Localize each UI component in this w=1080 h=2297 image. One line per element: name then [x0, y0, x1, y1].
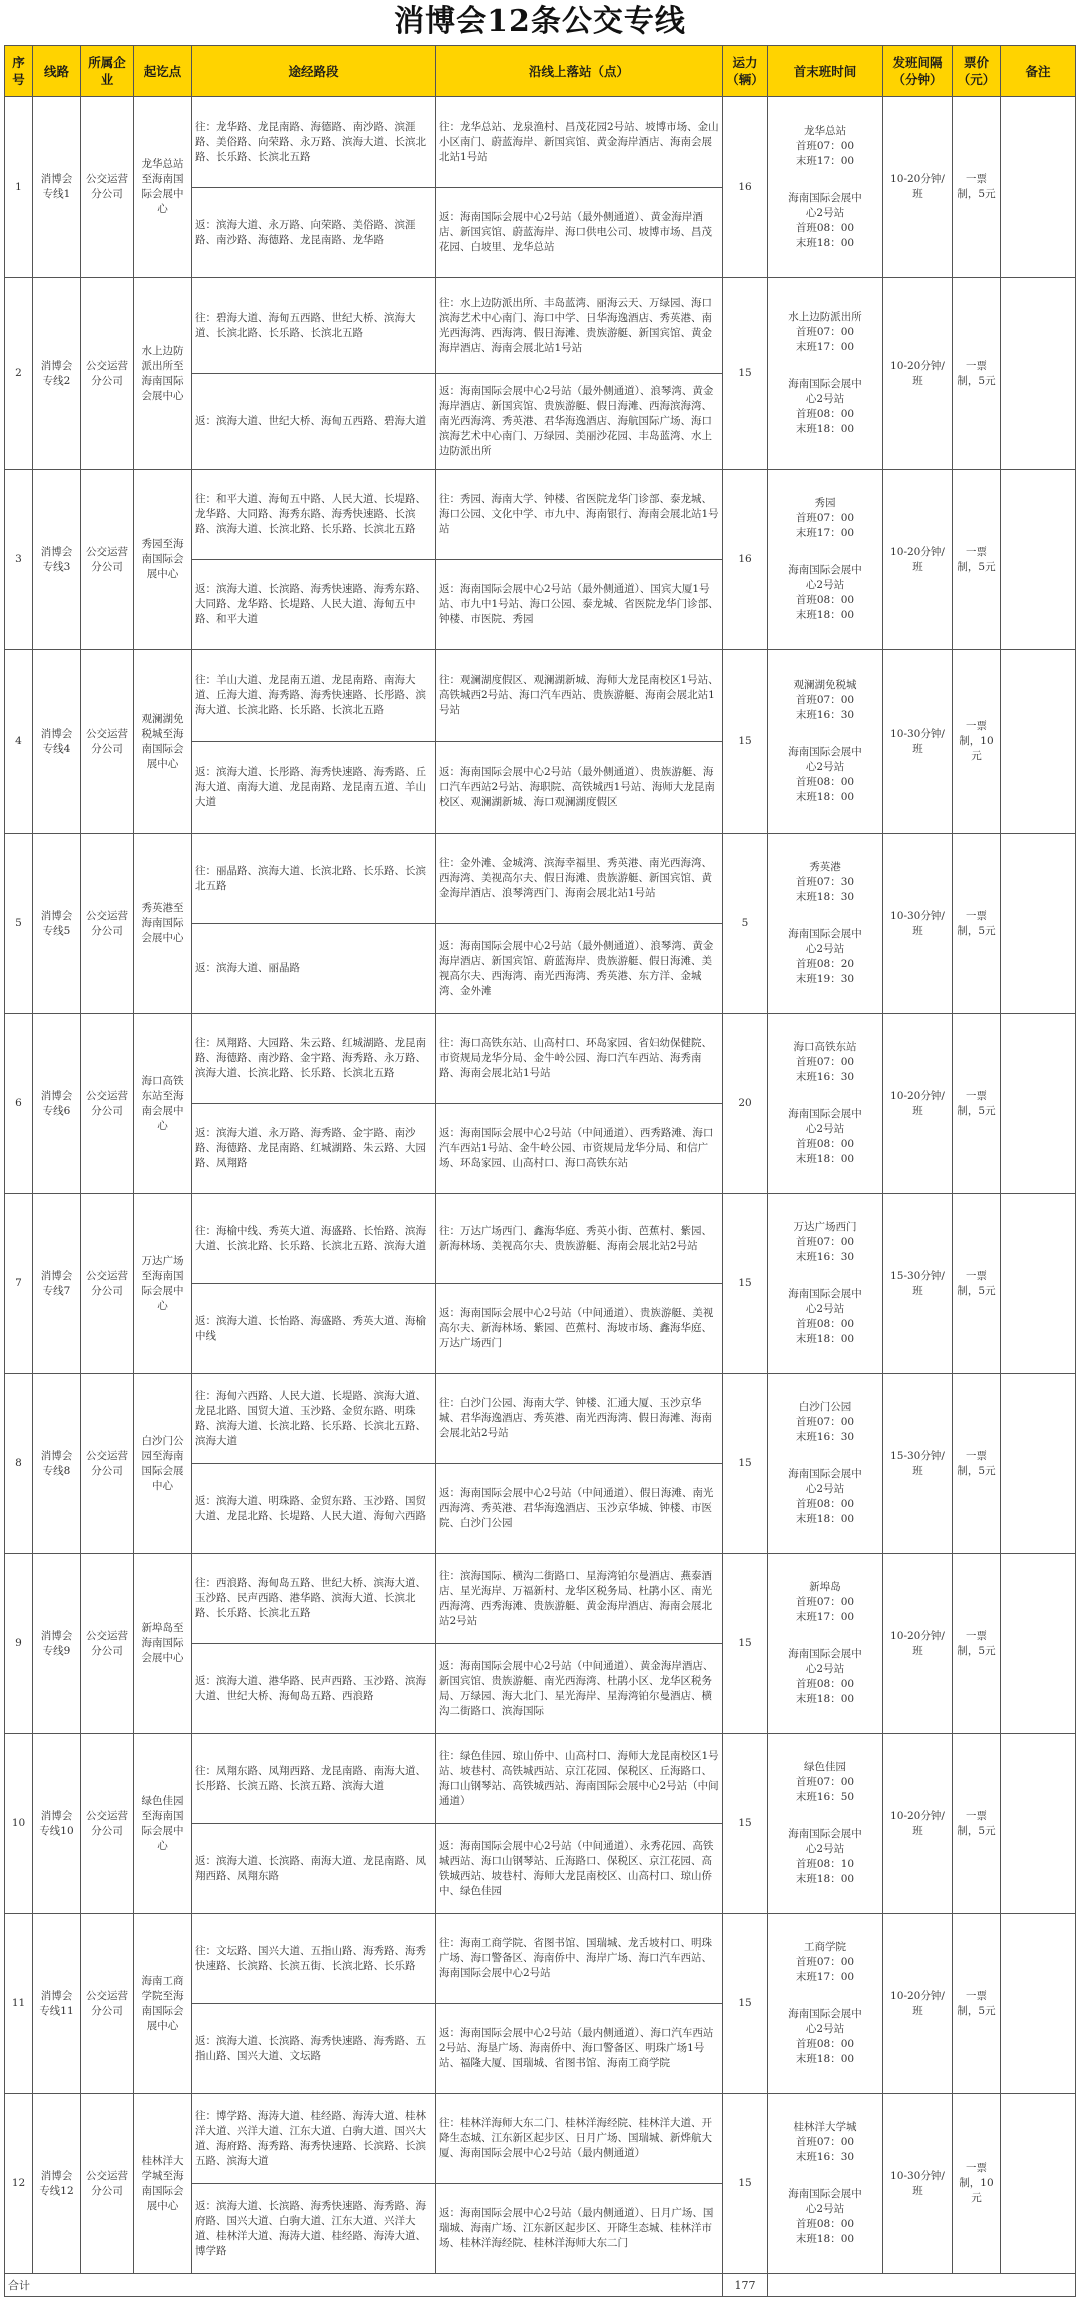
stops-return: 返：海南国际会展中心2号站（最外侧通道）、黄金海岸酒店、新国宾馆、蔚蓝海岸、海口供电公司、坡博市场、昌茂花园、白坡里、龙华总站 [436, 188, 723, 278]
route-endpoints: 万达广场至海南国际会展中心 [134, 1194, 192, 1374]
remark-value [1001, 1014, 1076, 1194]
header-stops: 沿线上落站（点） [436, 46, 723, 97]
table-row [5, 1194, 1076, 1284]
schedule-return-line: 心2号站 [805, 393, 845, 405]
line-name: 消博会专线8 [33, 1374, 81, 1554]
schedule-origin-line: 桂林洋大学城 [793, 2121, 857, 2133]
operating-company: 公交运营分公司 [81, 278, 134, 470]
schedule-return-line: 海南国际会展中 [788, 191, 862, 204]
schedule-origin-line: 末班16：30 [795, 709, 855, 721]
schedule-return-line: 海南国际会展中 [788, 564, 862, 576]
schedule-return-line: 末班18：00 [795, 2233, 855, 2245]
schedule-return-line: 心2号站 [805, 1483, 845, 1495]
table-row [5, 1734, 1076, 1824]
stops-outbound: 往：桂林洋海师大东二门、桂林洋海经院、桂林洋大道、开降生态城、江东新区起步区、日月广场、国瑞城、新烨航大厦、海南国际会展中心2号站（最内侧通道） [436, 2094, 723, 2184]
route-endpoints: 白沙门公园至海南国际会展中心 [134, 1374, 192, 1554]
schedule-return-line: 末班18：00 [795, 1513, 855, 1525]
operating-company: 公交运营分公司 [81, 1554, 134, 1734]
schedule-origin-line: 水上边防派出所 [788, 311, 862, 323]
schedule-origin-line: 末班16：30 [795, 2151, 855, 2163]
fare-value: 一票制，5元 [953, 834, 1001, 1014]
line-name: 消博会专线1 [33, 97, 81, 278]
schedule-origin-line: 首班07：30 [795, 876, 855, 888]
schedule-spacer [771, 355, 879, 377]
route-return: 返：滨海大道、长滨路、海秀快速路、海秀路、海府路、国兴大道、白驹大道、江东大道、兴洋大道、桂林洋大道、海涛大道、桂经路、海涛大道、博学路 [192, 2184, 436, 2274]
line-name: 消博会专线9 [33, 1554, 81, 1734]
schedule-cell [768, 1194, 883, 1374]
stops-return: 返：海南国际会展中心2号站（最内侧通道）、日月广场、国瑞城、海南广场、江东新区起步区、开降生态城、桂林洋市场、桂林洋海经院、桂林洋海师大东二门 [436, 2184, 723, 2274]
route-endpoints: 桂林洋大学城至海南国际会展中心 [134, 2094, 192, 2274]
line-name: 消博会专线7 [33, 1194, 81, 1374]
remark-value [1001, 1734, 1076, 1914]
fare-value: 一票制，5元 [953, 1914, 1001, 2094]
schedule-cell [768, 650, 883, 834]
schedule-return-line: 末班19：30 [795, 973, 855, 985]
schedule-origin-line: 末班17：00 [795, 1611, 855, 1623]
schedule-spacer [771, 2165, 879, 2187]
schedule-return-line: 心2号站 [805, 2203, 845, 2215]
line-name: 消博会专线2 [33, 278, 81, 470]
stops-outbound: 往：海南工商学院、省图书馆、国瑞城、龙舌坡村口、明珠广场、海口警备区、海南侨中、海岸广场、海口汽车西站、海南国际会展中心2号站 [436, 1914, 723, 2004]
interval-value: 10-20分钟/班 [883, 1014, 953, 1194]
table-row [5, 1374, 1076, 1464]
capacity-value: 15 [723, 1374, 768, 1554]
stops-outbound: 往：秀园、海南大学、钟楼、省医院龙华门诊部、泰龙城、海口公园、文化中学、市九中、海南银行、海南会展北站1号站 [436, 470, 723, 560]
schedule-return-line: 末班18：00 [795, 1873, 855, 1885]
route-return: 返：滨海大道、长滨路、海秀快速路、海秀路、五指山路、国兴大道、文坛路 [192, 2004, 436, 2094]
header-endpoints: 起讫点 [134, 46, 192, 97]
total-capacity: 177 [723, 2274, 768, 2297]
schedule-cell [768, 1374, 883, 1554]
schedule-origin-line: 首班07：00 [795, 1956, 855, 1968]
schedule-origin-line: 海口高铁东站 [793, 1041, 857, 1053]
route-return: 返：滨海大道、港华路、民声西路、玉沙路、滨海大道、世纪大桥、海甸岛五路、西浪路 [192, 1644, 436, 1734]
row-number: 10 [5, 1734, 33, 1914]
schedule-return-line: 海南国际会展中 [788, 928, 862, 940]
line-name: 消博会专线5 [33, 834, 81, 1014]
route-return: 返：滨海大道、长彤路、海秀快速路、海秀路、丘海大道、南海大道、龙昆南路、龙昆南五道、羊山大道 [192, 742, 436, 834]
line-name: 消博会专线3 [33, 470, 81, 650]
line-name: 消博会专线4 [33, 650, 81, 834]
route-return: 返：滨海大道、永万路、海秀路、金宇路、南沙路、海德路、龙昆南路、红城湖路、朱云路、大园路、凤翔路 [192, 1104, 436, 1194]
route-endpoints: 绿色佳园至海南国际会展中心 [134, 1734, 192, 1914]
capacity-value: 15 [723, 278, 768, 470]
schedule-cell [768, 278, 883, 470]
schedule-origin-line: 末班17：00 [795, 1971, 855, 1983]
operating-company: 公交运营分公司 [81, 1914, 134, 2094]
route-return: 返：滨海大道、长怡路、海盛路、秀英大道、海榆中线 [192, 1284, 436, 1374]
schedule-return-line: 首班08：00 [795, 2038, 855, 2050]
table-row [5, 834, 1076, 924]
schedule-cell [768, 97, 883, 278]
stops-return: 返：海南国际会展中心2号站（最内侧通道）、海口汽车西站2号站、海垦广场、海南侨中、海口警备区、明珠广场1号站、福隆大厦、国瑞城、省图书馆、海南工商学院 [436, 2004, 723, 2094]
operating-company: 公交运营分公司 [81, 1734, 134, 1914]
schedule-origin-line: 绿色佳园 [804, 1761, 846, 1773]
stops-outbound: 往：滨海国际、横沟二街路口、星海湾铂尔曼酒店、燕泰酒店、星光海岸、万福新村、龙华区税务局、杜鹃小区、南光西海湾、西秀海滩、贵族游艇、黄金海岸酒店、海南会展北站2号站 [436, 1554, 723, 1644]
schedule-return-line: 首班08：00 [795, 1318, 855, 1330]
interval-value: 10-20分钟/班 [883, 1734, 953, 1914]
schedule-return-line: 海南国际会展中 [788, 1828, 862, 1840]
stops-return: 返：海南国际会展中心2号站（中间通道）、假日海滩、南光西海湾、秀英港、君华海逸酒店、玉沙京华城、钟楼、市医院、白沙门公园 [436, 1464, 723, 1554]
schedule-return-line: 首班08：00 [795, 1138, 855, 1150]
schedule-cell [768, 1734, 883, 1914]
line-name: 消博会专线11 [33, 1914, 81, 2094]
remark-value [1001, 97, 1076, 278]
schedule-cell [768, 1014, 883, 1194]
interval-value: 10-20分钟/班 [883, 1914, 953, 2094]
header-capacity: 运力（辆） [723, 46, 768, 97]
schedule-return-line: 首班08：00 [795, 1498, 855, 1510]
fare-value: 一票制，5元 [953, 1014, 1001, 1194]
schedule-spacer [771, 1625, 879, 1647]
schedule-return-line: 心2号站 [805, 579, 845, 591]
row-number: 4 [5, 650, 33, 834]
remark-value [1001, 470, 1076, 650]
schedule-spacer [771, 1985, 879, 2007]
schedule-return-line: 首班08：00 [795, 408, 855, 420]
schedule-return-line: 末班18：00 [795, 791, 855, 803]
route-return: 返：滨海大道、丽晶路 [192, 924, 436, 1014]
route-endpoints: 龙华总站至海南国际会展中心 [134, 97, 192, 278]
row-number: 11 [5, 1914, 33, 2094]
schedule-return-line: 海南国际会展中 [788, 2188, 862, 2200]
fare-value: 一票制，10元 [953, 650, 1001, 834]
schedule-return-line: 海南国际会展中 [788, 1288, 862, 1300]
operating-company: 公交运营分公司 [81, 2094, 134, 2274]
operating-company: 公交运营分公司 [81, 97, 134, 278]
schedule-return-line: 首班08：00 [795, 1678, 855, 1690]
fare-value: 一票制，5元 [953, 278, 1001, 470]
operating-company: 公交运营分公司 [81, 1194, 134, 1374]
stops-return: 返：海南国际会展中心2号站（最外侧通道）、国宾大厦1号站、市九中1号站、海口公园、泰龙城、省医院龙华门诊部、钟楼、市医院、秀园 [436, 560, 723, 650]
schedule-return-line: 首班08：10 [795, 1858, 855, 1870]
stops-return: 返：海南国际会展中心2号站（中间通道）、贵族游艇、美视高尔夫、新海林场、紫园、芭蕉村、海坡市场、鑫海华庭、万达广场西门 [436, 1284, 723, 1374]
capacity-value: 15 [723, 1914, 768, 2094]
stops-outbound: 往：金外滩、金城湾、滨海幸福里、秀英港、南光西海湾、西海湾、美视高尔夫、假日海滩、贵族游艇、新国宾馆、黄金海岸酒店、浪琴湾西门、海南会展北站1号站 [436, 834, 723, 924]
fare-value: 一票制，5元 [953, 1734, 1001, 1914]
capacity-value: 20 [723, 1014, 768, 1194]
stops-return: 返：海南国际会展中心2号站（最外侧通道）、贵族游艇、海口汽车西站2号站、海职院、高铁城西1号站、海师大龙昆南校区、观澜湖新城、海口观澜湖度假区 [436, 742, 723, 834]
route-outbound: 往：海榆中线、秀英大道、海盛路、长怡路、滨海大道、长滨北路、长乐路、长滨北五路、滨海大道 [192, 1194, 436, 1284]
interval-value: 10-20分钟/班 [883, 278, 953, 470]
schedule-origin-line: 末班16：30 [795, 1251, 855, 1263]
route-outbound: 往：龙华路、龙昆南路、海德路、南沙路、滨涯路、美俗路、向荣路、永万路、滨海大道、长滨北路、长乐路、长滨北五路 [192, 97, 436, 188]
route-outbound: 往：西浪路、海甸岛五路、世纪大桥、滨海大道、玉沙路、民声西路、港华路、滨海大道、长滨北路、长乐路、长滨北五路 [192, 1554, 436, 1644]
interval-value: 10-30分钟/班 [883, 2094, 953, 2274]
stops-outbound: 往：水上边防派出所、丰岛蓝湾、丽海云天、万绿园、海口滨海艺术中心南门、海口中学、日华海逸酒店、秀英港、南光西海湾、西海湾、假日海滩、贵族游艇、新国宾馆、黄金海岸酒店、海南会展北站1号站 [436, 278, 723, 374]
route-endpoints: 观澜湖免税城至海南国际会展中心 [134, 650, 192, 834]
line-name: 消博会专线6 [33, 1014, 81, 1194]
route-endpoints: 新埠岛至海南国际会展中心 [134, 1554, 192, 1734]
remark-value [1001, 1554, 1076, 1734]
remark-value [1001, 1194, 1076, 1374]
line-name: 消博会专线10 [33, 1734, 81, 1914]
row-number: 7 [5, 1194, 33, 1374]
schedule-origin-line: 末班18：30 [795, 891, 855, 903]
table-row [5, 1554, 1076, 1644]
stops-return: 返：海南国际会展中心2号站（中间通道）、永秀花园、高铁城西站、海口山钢琴站、丘海路口、保税区、京江花园、高铁城西站、坡巷村、海师大龙昆南校区、山高村口、琼山侨中、绿色佳园 [436, 1824, 723, 1914]
interval-value: 10-30分钟/班 [883, 834, 953, 1014]
schedule-spacer [771, 541, 879, 563]
interval-value: 10-20分钟/班 [883, 1554, 953, 1734]
header-company: 所属企业 [81, 46, 134, 97]
row-number: 12 [5, 2094, 33, 2274]
header-no: 序号 [5, 46, 33, 97]
schedule-origin-line: 龙华总站 [804, 124, 846, 137]
fare-value: 一票制，5元 [953, 1374, 1001, 1554]
route-outbound: 往：凤翔路、大园路、朱云路、红城湖路、龙昆南路、海德路、南沙路、金宇路、海秀路、永万路、滨海大道、长滨北路、长乐路、长滨北五路 [192, 1014, 436, 1104]
stops-return: 返：海南国际会展中心2号站（最外侧通道）、浪琴湾、黄金海岸酒店、新国宾馆、蔚蓝海岸、贵族游艇、假日海滩、美视高尔夫、西海湾、南光西海湾、秀英港、东方洋、金城湾、金外滩 [436, 924, 723, 1014]
header-fare: 票价（元） [953, 46, 1001, 97]
header-line: 线路 [33, 46, 81, 97]
remark-value [1001, 1374, 1076, 1554]
schedule-return-line: 海南国际会展中 [788, 746, 862, 758]
schedule-origin-line: 首班07：00 [795, 694, 855, 706]
route-outbound: 往：羊山大道、龙昆南五道、龙昆南路、南海大道、丘海大道、海秀路、海秀快速路、长彤路、滨海大道、长滨北路、长乐路、长滨北五路 [192, 650, 436, 742]
stops-return: 返：海南国际会展中心2号站（最外侧通道）、浪琴湾、黄金海岸酒店、新国宾馆、贵族游艇、假日海滩、西海滨海湾、南光西海湾、秀英港、君华海逸酒店、海航国际广场、海口滨海艺术中心南门、万绿园、美丽沙花园、丰岛蓝湾、水上边防派出所 [436, 374, 723, 470]
stops-return: 返：海南国际会展中心2号站（中间通道）、黄金海岸酒店、新国宾馆、贵族游艇、南光西海湾、杜鹃小区、龙华区税务局、万绿园、海大北门、星光海岸、星海湾铂尔曼酒店、横沟二街路口、滨海国际 [436, 1644, 723, 1734]
schedule-cell [768, 834, 883, 1014]
header-interval: 发班间隔（分钟） [883, 46, 953, 97]
operating-company: 公交运营分公司 [81, 1374, 134, 1554]
row-number: 1 [5, 97, 33, 278]
schedule-spacer [771, 1445, 879, 1467]
schedule-return-line: 海南国际会展中 [788, 1468, 862, 1480]
interval-value: 10-20分钟/班 [883, 97, 953, 278]
stops-outbound: 往：观澜湖度假区、观澜湖新城、海师大龙昆南校区1号站、高铁城西2号站、海口汽车西站、贵族游艇、海南会展北站1号站 [436, 650, 723, 742]
route-outbound: 往：丽晶路、滨海大道、长滨北路、长乐路、长滨北五路 [192, 834, 436, 924]
capacity-value: 16 [723, 97, 768, 278]
row-number: 2 [5, 278, 33, 470]
row-number: 3 [5, 470, 33, 650]
schedule-return-line: 首班08：00 [795, 221, 855, 234]
line-name: 消博会专线12 [33, 2094, 81, 2274]
fare-value: 一票制，10元 [953, 2094, 1001, 2274]
route-outbound: 往：碧海大道、海甸五西路、世纪大桥、滨海大道、长滨北路、长乐路、长滨北五路 [192, 278, 436, 374]
schedule-origin-line: 首班07：00 [795, 1236, 855, 1248]
document-title: 消博会12条公交专线 [394, 4, 686, 39]
capacity-value: 16 [723, 470, 768, 650]
capacity-value: 15 [723, 1734, 768, 1914]
schedule-spacer [771, 905, 879, 927]
schedule-cell [768, 1914, 883, 2094]
fare-value: 一票制，5元 [953, 1554, 1001, 1734]
schedule-return-line: 心2号站 [805, 2023, 845, 2035]
schedule-return-line: 首班08：00 [795, 2218, 855, 2230]
route-outbound: 往：凤翔东路、凤翔西路、龙昆南路、南海大道、长彤路、长滨五路、长滨五路、滨海大道 [192, 1734, 436, 1824]
table-row [5, 1914, 1076, 2004]
capacity-value: 15 [723, 1554, 768, 1734]
schedule-origin-line: 首班07：00 [795, 1056, 855, 1068]
stops-outbound: 往：绿色佳园、琼山侨中、山高村口、海师大龙昆南校区1号站、坡巷村、高铁城西站、京江花园、保税区、丘海路口、海口山钢琴站、高铁城西站、海南国际会展中心2号站（中间通道） [436, 1734, 723, 1824]
route-return: 返：滨海大道、长滨路、海秀快速路、海秀东路、大同路、龙华路、长堤路、人民大道、海甸五中路、和平大道 [192, 560, 436, 650]
stops-return: 返：海南国际会展中心2号站（中间通道）、西秀路滩、海口汽车西站1号站、金牛岭公园、市资规局龙华分局、和信广场、环岛家园、山高村口、海口高铁东站 [436, 1104, 723, 1194]
stops-outbound: 往：龙华总站、龙泉渔村、昌茂花园2号站、坡博市场、金山小区南门、蔚蓝海岸、新国宾馆、黄金海岸酒店、海南会展北站1号站 [436, 97, 723, 188]
total-empty [768, 2274, 1076, 2297]
schedule-return-line: 首班08：00 [795, 594, 855, 606]
schedule-origin-line: 首班07：00 [795, 139, 855, 152]
route-return: 返：滨海大道、长滨路、南海大道、龙昆南路、凤翔西路、凤翔东路 [192, 1824, 436, 1914]
route-endpoints: 海南工商学院至海南国际会展中心 [134, 1914, 192, 2094]
stops-outbound: 往：万达广场西门、鑫海华庭、秀英小街、芭蕉村、紫园、新海林场、美视高尔夫、贵族游艇、海南会展北站2号站 [436, 1194, 723, 1284]
fare-value: 一票制，5元 [953, 1194, 1001, 1374]
schedule-return-line: 末班18：00 [795, 236, 855, 249]
bus-lines-table [4, 45, 1076, 2297]
schedule-return-line: 心2号站 [805, 1123, 845, 1135]
remark-value [1001, 1914, 1076, 2094]
route-outbound: 往：文坛路、国兴大道、五指山路、海秀路、海秀快速路、长滨路、长滨五街、长滨北路、长乐路 [192, 1914, 436, 2004]
schedule-return-line: 心2号站 [805, 1303, 845, 1315]
schedule-return-line: 心2号站 [805, 943, 845, 955]
remark-value [1001, 278, 1076, 470]
operating-company: 公交运营分公司 [81, 470, 134, 650]
stops-outbound: 往：白沙门公园、海南大学、钟楼、汇通大厦、玉沙京华城、君华海逸酒店、秀英港、南光西海湾、假日海滩、海南会展北站2号站 [436, 1374, 723, 1464]
capacity-value: 15 [723, 2094, 768, 2274]
schedule-origin-line: 首班07：00 [795, 2136, 855, 2148]
schedule-return-line: 末班18：00 [795, 2053, 855, 2065]
route-return: 返：滨海大道、永万路、向荣路、美俗路、滨涯路、南沙路、海德路、龙昆南路、龙华路 [192, 188, 436, 278]
row-number: 8 [5, 1374, 33, 1554]
table-row [5, 2094, 1076, 2184]
table-row [5, 650, 1076, 742]
schedule-origin-line: 工商学院 [804, 1941, 846, 1953]
capacity-value: 5 [723, 834, 768, 1014]
route-endpoints: 海口高铁东站至海南会展中心 [134, 1014, 192, 1194]
route-outbound: 往：博学路、海涛大道、桂经路、海涛大道、桂林洋大道、兴洋大道、江东大道、白驹大道、国兴大道、海府路、海秀路、海秀快速路、长滨路、长滨五路、滨海大道 [192, 2094, 436, 2184]
table-row [5, 97, 1076, 188]
operating-company: 公交运营分公司 [81, 650, 134, 834]
interval-value: 10-30分钟/班 [883, 650, 953, 834]
route-outbound: 往：海甸六西路、人民大道、长堤路、滨海大道、龙昆北路、国贸大道、玉沙路、金贸东路、明珠路、滨海大道、长滨北路、长乐路、长滨北五路、滨海大道 [192, 1374, 436, 1464]
schedule-origin-line: 末班16：50 [795, 1791, 855, 1803]
total-label: 合计 [5, 2274, 723, 2297]
schedule-origin-line: 秀园 [814, 497, 836, 509]
remark-value [1001, 2094, 1076, 2274]
route-endpoints: 水上边防派出所至海南国际会展中心 [134, 278, 192, 470]
route-endpoints: 秀园至海南国际会展中心 [134, 470, 192, 650]
schedule-origin-line: 末班17：00 [795, 341, 855, 353]
schedule-cell [768, 2094, 883, 2274]
schedule-return-line: 首班08：20 [795, 958, 855, 970]
schedule-return-line: 海南国际会展中 [788, 2008, 862, 2020]
remark-value [1001, 650, 1076, 834]
schedule-return-line: 海南国际会展中 [788, 1108, 862, 1120]
schedule-return-line: 末班18：00 [795, 1153, 855, 1165]
schedule-return-line: 心2号站 [805, 206, 845, 219]
schedule-spacer [771, 1265, 879, 1287]
remark-value [1001, 834, 1076, 1014]
row-number: 5 [5, 834, 33, 1014]
schedule-origin-line: 首班07：00 [795, 326, 855, 338]
fare-value: 一票制，5元 [953, 97, 1001, 278]
schedule-origin-line: 万达广场西门 [793, 1221, 857, 1233]
row-number: 9 [5, 1554, 33, 1734]
table-row [5, 470, 1076, 560]
route-return: 返：滨海大道、明珠路、金贸东路、玉沙路、国贸大道、龙昆北路、长堤路、人民大道、海甸六西路 [192, 1464, 436, 1554]
schedule-cell [768, 470, 883, 650]
capacity-value: 15 [723, 1194, 768, 1374]
interval-value: 15-30分钟/班 [883, 1374, 953, 1554]
schedule-return-line: 海南国际会展中 [788, 1648, 862, 1660]
schedule-return-line: 末班18：00 [795, 1693, 855, 1705]
schedule-origin-line: 首班07：00 [795, 1776, 855, 1788]
interval-value: 15-30分钟/班 [883, 1194, 953, 1374]
schedule-origin-line: 末班16：30 [795, 1071, 855, 1083]
operating-company: 公交运营分公司 [81, 1014, 134, 1194]
header-route: 途经路段 [192, 46, 436, 97]
route-endpoints: 秀英港至海南国际会展中心 [134, 834, 192, 1014]
total-row [5, 2274, 1076, 2297]
header-schedule: 首末班时间 [768, 46, 883, 97]
schedule-origin-line: 新埠岛 [809, 1581, 841, 1593]
schedule-origin-line: 末班17：00 [795, 154, 855, 167]
schedule-return-line: 末班18：00 [795, 423, 855, 435]
operating-company: 公交运营分公司 [81, 834, 134, 1014]
table-row [5, 1014, 1076, 1104]
schedule-return-line: 心2号站 [805, 1663, 845, 1675]
schedule-origin-line: 末班16：30 [795, 1431, 855, 1443]
schedule-origin-line: 白沙门公园 [798, 1401, 852, 1413]
schedule-spacer [771, 169, 879, 191]
schedule-return-line: 海南国际会展中 [788, 378, 862, 390]
header-remark: 备注 [1001, 46, 1076, 97]
schedule-return-line: 首班08：00 [795, 776, 855, 788]
schedule-return-line: 心2号站 [805, 761, 845, 773]
schedule-origin-line: 末班17：00 [795, 527, 855, 539]
schedule-origin-line: 首班07：00 [795, 512, 855, 524]
schedule-spacer [771, 723, 879, 745]
schedule-cell [768, 1554, 883, 1734]
header-row [5, 46, 1076, 97]
schedule-spacer [771, 1805, 879, 1827]
capacity-value: 15 [723, 650, 768, 834]
route-return: 返：滨海大道、世纪大桥、海甸五西路、碧海大道 [192, 374, 436, 470]
table-row [5, 278, 1076, 374]
row-number: 6 [5, 1014, 33, 1194]
stops-outbound: 往：海口高铁东站、山高村口、环岛家园、省妇幼保健院、市资规局龙华分局、金牛岭公园、海口汽车西站、海秀南路、海南会展北站1号站 [436, 1014, 723, 1104]
fare-value: 一票制，5元 [953, 470, 1001, 650]
schedule-return-line: 末班18：00 [795, 1333, 855, 1345]
schedule-return-line: 心2号站 [805, 1843, 845, 1855]
route-outbound: 往：和平大道、海甸五中路、人民大道、长堤路、龙华路、大同路、海秀东路、海秀快速路、长滨路、滨海大道、长滨北路、长乐路、长滨北五路 [192, 470, 436, 560]
schedule-origin-line: 首班07：00 [795, 1416, 855, 1428]
schedule-origin-line: 观澜湖免税城 [793, 679, 857, 691]
schedule-spacer [771, 1085, 879, 1107]
schedule-return-line: 末班18：00 [795, 609, 855, 621]
interval-value: 10-20分钟/班 [883, 470, 953, 650]
schedule-origin-line: 秀英港 [809, 861, 841, 873]
schedule-origin-line: 首班07：00 [795, 1596, 855, 1608]
